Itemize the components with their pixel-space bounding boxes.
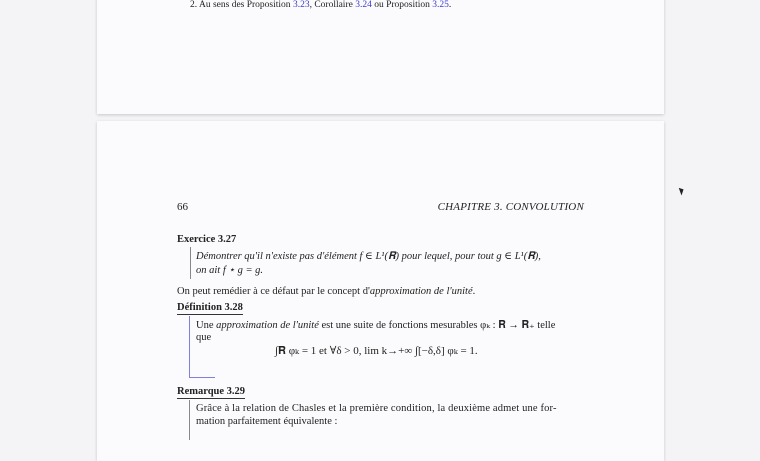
mouse-cursor-icon: [679, 187, 685, 196]
exercise-text-line1: Démontrer qu'il n'existe pas d'élément f ∈ L¹(𝐑) pour lequel, pour tout g ∈ L¹(𝐑),: [196, 251, 541, 262]
link-corollaire-3-24[interactable]: 3.24: [355, 0, 372, 10]
definition-formula: ∫𝐑 φₖ = 1 et ∀δ > 0, lim k→+∞ ∫[−δ,δ] φₖ = 1.: [275, 345, 478, 357]
running-header: CHAPITRE 3. CONVOLUTION: [437, 201, 584, 213]
remark-text-line1: Grâce à la relation de Chasles et la première condition, la deuxième admet une for-: [196, 403, 557, 414]
exercise-title: Exercice 3.27: [177, 234, 237, 245]
exercise-text-line2: on ait f ⋆ g = g.: [196, 265, 264, 276]
definition-text-line1: Une approximation de l'unité est une suite de fonctions mesurables φₖ : 𝐑 → 𝐑₊ telle: [196, 320, 556, 331]
pdf-page-previous: [97, 0, 664, 114]
definition-text-line2: que: [196, 332, 212, 343]
pdf-page-66: [97, 121, 664, 461]
definition-bar-bottom: [189, 377, 215, 378]
definition-bar: [189, 316, 190, 378]
remedy-paragraph: On peut remédier à ce défaut par le concept d'approximation de l'unité.: [177, 286, 476, 297]
remark-text-line2: mation parfaitement équivalente :: [196, 416, 338, 427]
definition-title: Définition 3.28: [177, 302, 243, 313]
footnote: 2. Au sens des Proposition 3.23, Corollaire 3.24 ou Proposition 3.25.: [190, 0, 452, 10]
page-number: 66: [177, 201, 188, 213]
link-proposition-3-25[interactable]: 3.25: [432, 0, 449, 10]
link-proposition-3-23[interactable]: 3.23: [292, 0, 310, 10]
exercise-bar: [190, 247, 191, 279]
remark-title: Remarque 3.29: [177, 386, 246, 397]
remark-bar: [189, 400, 190, 440]
